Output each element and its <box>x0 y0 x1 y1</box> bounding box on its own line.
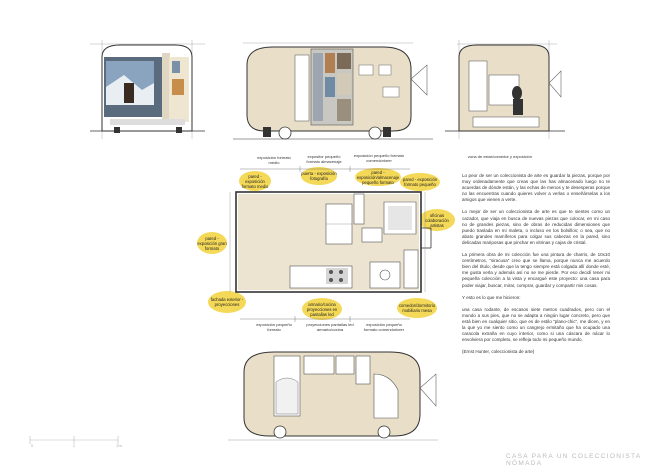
scale-label-2: 2m <box>116 443 122 448</box>
bubble-nichos: oficinas colaboración artistas <box>419 209 455 231</box>
section-elevation-right <box>445 35 565 145</box>
bubble-armario: armario/cocina proyecciones en pantallas led <box>302 298 342 320</box>
essay-paragraph-1: Lo peor de ser un coleccionista de arte es guardar la piezas, porque por muy ordenadamente que creas que las has almacenado luego no te acuerdas de dónde están, y las echas de menos y te desesperas porque no las encuentras cuando quieres volver a verlas o enseñárselas a los amigos que vienen a verte. <box>462 173 610 203</box>
floor-plan <box>220 188 435 296</box>
footer-title: CASA PARA UN COLECCIONISTA NÓMADA <box>506 453 642 467</box>
section-elevation-left <box>90 35 205 145</box>
essay-paragraph-4: Y esto es lo que me hicieron: <box>462 294 521 300</box>
label-top-left: exposición formato medio <box>257 155 291 165</box>
label-right-elevation: zona de estar/comedor y exposición <box>467 154 533 159</box>
label-bottom-left: exposición pequeño formato <box>256 322 292 332</box>
bubble-comedor: comedor/dormitorio mobiliario mesa <box>397 298 437 318</box>
label-top-right: exposición pequeño formato comendorkeer <box>353 153 405 163</box>
label-top-mid: expositor pequeño formato almacenaje <box>306 154 342 164</box>
essay-paragraph-2: Lo mejor de ser un coleccionista de arte es que te sientes como un cazador, que viaja en busca de nuevas piezas que colocar, en mi caso no de grandes piezas, sino de obras de reducidas dimensiones que puedo traslada en mi maleta, o incluso en los bolsillos; o sea, que no abato grandes mamíferos para colgar sus cabezas en la pared, sino delicadas mariposas que pinchar en vitrinas y cajas de cristal. <box>462 209 610 245</box>
essay-signature: (Ernst Hunter, coleccionista de arte) <box>462 349 535 355</box>
label-bottom-mid: proyecciones pantallas led armario/cocina <box>306 322 354 332</box>
bubble-pared-almacenaje: pared - exposición/almacenaje pequeño formato <box>356 169 400 185</box>
essay-paragraph-3: La primera obra de mi colección fue una pintura de charris, de 10x10 centímetros, "siracusa" creo que se llama, porque nunca me acuerdo bien del título; desde que la tengo siempre está colgada allí donde esté, me gusta verla y además así no se me pierde. Por eso decidí tener mi pequeña colección a la vista y encargué este proyecto: una casa para poder viajar, buscar, mirar, comprar, guardar y compartir mis cosas. <box>462 252 610 288</box>
essay-text <box>462 173 610 361</box>
scale-label-0: 0 <box>30 443 34 448</box>
label-bottom-right: exposición pequeño formato comendorkeer <box>363 322 405 332</box>
bubble-pared-pequeno: pared - exposición formato pequeño <box>400 173 440 191</box>
bubble-puerta-foto: puerta - exposición fotografía <box>301 167 337 185</box>
scale-label-1: 1 <box>72 443 76 448</box>
bubble-fachada: fachada exterior - proyecciones <box>208 291 246 313</box>
section-longitudinal-bottom <box>228 344 438 444</box>
bubble-pared-medio: pared - exposición formato medio <box>239 171 271 191</box>
essay-paragraph-5: una casa rodante, de escasos siete metros cuadrados, pero con el mundo a sus pies, que no se adapta a ningún lugar concreto, pero que está bien en cualquier sitio, que es de estilo "plano-chic", me dicen, y en la que yo me siento como un cangrejo ermitaño que ha ocupado una caracola extraña en cuyo interior, como si una cáscara de nácar lo envolviera por completo, se refleja todo mi pequeño mundo. <box>462 306 610 343</box>
bubble-gran-formato: pared - exposición gran formato <box>197 232 227 254</box>
section-longitudinal-top <box>233 35 433 145</box>
